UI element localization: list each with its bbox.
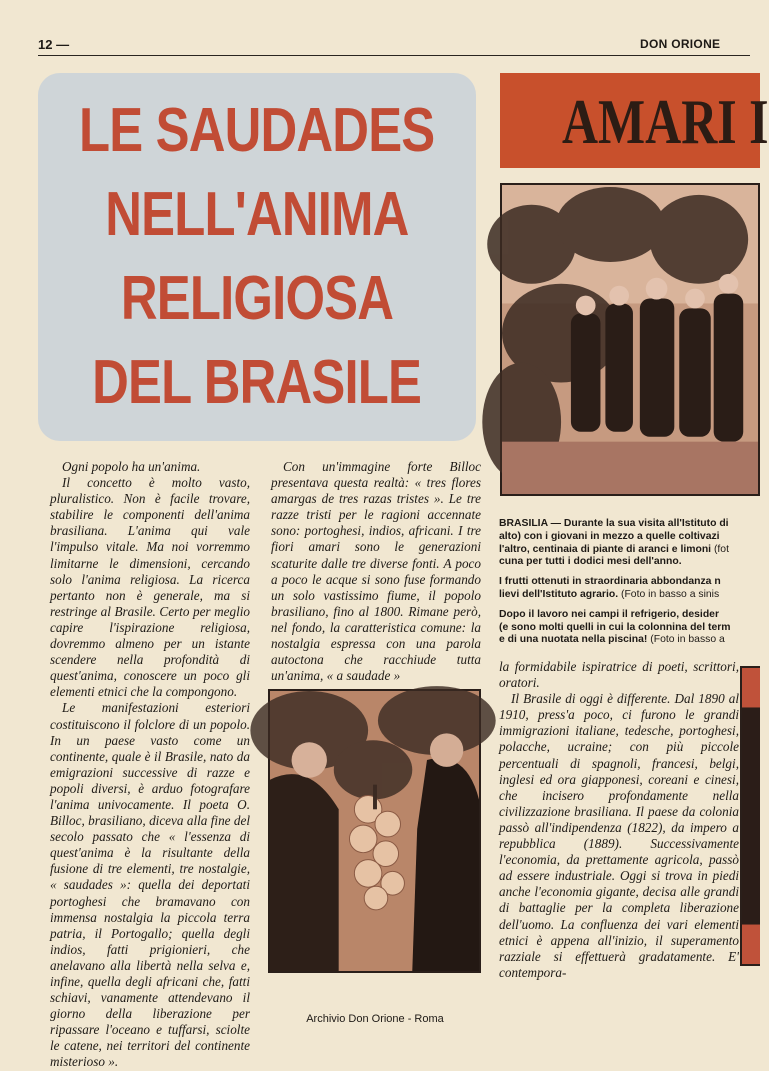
caption-line: (e sono molti quelli in cui la colonnina del term xyxy=(499,621,731,633)
paragraph: Con un'immagine forte Billoc presentava questa realtà: « tres flores amargas de tres razas tristes ». Le tre razze tristi per le ragioni accennate sono: portoghesi, indios, africani. I tre fiori amari sono le generazioni scaturite dalle tre diverse fonti. A poco a poco le acque si sono fuse formando un solo vastissimo fiume, il popolo brasiliano, fino al 1800. Rimane però, nel fondo, la caratteristica comune: la nostalgia espressa con una parola autoctona che racchiude tutta un'anima, « a saudade » xyxy=(271,459,481,684)
caption-line: l'altro, centinaia di piante di aranci e limoni xyxy=(499,543,712,555)
title-line-4: DEL BRASILE xyxy=(92,348,422,417)
article-column-2 xyxy=(271,459,481,684)
caption-line: I frutti ottenuti in straordinaria abbondanza n xyxy=(499,576,721,588)
archive-footer: Archivio Don Orione - Roma xyxy=(306,1013,444,1025)
fruit-harvest-photo xyxy=(268,689,481,973)
paragraph: la formidabile ispiratrice di poeti, scrittori, oratori. xyxy=(499,659,739,691)
article-column-1 xyxy=(50,459,250,1071)
caption-line-tail: (Foto in basso a xyxy=(647,634,725,646)
caption-line: alto) con i giovani in mezzo a quelle coltivazi xyxy=(499,530,720,542)
caption-line: Dopo il lavoro nei campi il refrigerio, desider xyxy=(499,608,719,620)
orchard-group-photo xyxy=(500,183,760,496)
caption-line-tail: (fot xyxy=(711,543,729,555)
paragraph: Ogni popolo ha un'anima. xyxy=(62,459,201,474)
paragraph: Il concetto è molto vasto, pluralistico. Non è facile trovare, stabilire le componenti dell'anima brasiliana. L'anima qui vale l'impulso vitale. Ma noi vorremmo limitarne le dimensioni, cercando solo l'anima religiosa. La ricerca pertanto non è generale, ma si restringe al Brasile. Certo per meglio capire l'ispirazione religiosa, dovremmo almeno per un istante scendere nella profondità di quest'anima, conoscere un poco gli elementi etnici che la compongono. xyxy=(50,475,250,700)
caption-line: BRASILIA — Durante la sua visita all'Istituto di xyxy=(499,518,729,529)
partial-photo-edge xyxy=(740,666,760,966)
caption-line-tail: (Foto in basso a sinis xyxy=(618,588,720,600)
photo-caption xyxy=(499,518,759,654)
sidebar-headline-banner xyxy=(500,73,769,168)
title-line-1: LE SAUDADES xyxy=(79,96,435,165)
magazine-name: DON ORIONE xyxy=(640,37,721,51)
article-column-3 xyxy=(499,659,739,981)
paragraph: Il Brasile di oggi è differente. Dal 1890 al 1910, press'a poco, ci furono le grandi immigrazioni italiane, tedesche, portoghesi, polacche, ucraine; con più piccole percentuali di spagnoli, francesi, belgi, inglesi ed ora giapponesi, coreani e cinesi, che incisero profondamente nella civilizzazione brasiliana. Il paese da colonia passò all'indipendenza (1822), da impero a repubblica (1889). Successivamente l'economia, da prettamente agricola, passò ad essere industriale. Oggi si trova in piedi anche l'economia gigante, decisa alle grandi di battaglie per la completa liberazione dell'uomo. La confluenza dei vari elementi etnici è appena all'inizio, il superamento razziale si effettuerà gradatamente. E' contempora- xyxy=(499,691,739,980)
article-title-box xyxy=(38,73,476,441)
title-line-3: RELIGIOSA xyxy=(120,264,394,333)
sidebar-headline: AMARI I xyxy=(562,86,769,157)
page-number: 12 — xyxy=(38,37,70,52)
paragraph: Le manifestazioni esteriori costituiscono il folclore di un popolo. In un paese vasto come un continente, quale è il Brasile, nato da emigrazioni successive di razze e popoli diversi, è arduo fotografare l'anima univocamente. Il poeta O. Billoc, brasiliano, diceva alla fine del secolo passato che « l'essenza di quest'anima è la risultante della fusione di tre elementi, tre nostalgie, « saudades »: quella dei deportati portoghesi che bramavano con immensa nostalgia la piccola terra patria, il Portogallo; quella degli indios, fatti prigionieri, che anelavano alla libertà nella selva e, infine, quella degli africani che, fatti schiavi, vanamente attendevano il giorno della liberazione per ripassare l'oceano e tuffarsi, sciolte le catene, nei territori del continente misterioso ». xyxy=(50,700,250,1070)
caption-line: cuna per tutti i dodici mesi dell'anno. xyxy=(499,556,682,568)
title-line-2: NELL'ANIMA xyxy=(105,180,409,249)
caption-line: lievi dell'Istituto agrario. xyxy=(499,588,619,600)
header-rule xyxy=(38,55,750,56)
caption-line: e di una nuotata nella piscina! xyxy=(499,634,648,646)
